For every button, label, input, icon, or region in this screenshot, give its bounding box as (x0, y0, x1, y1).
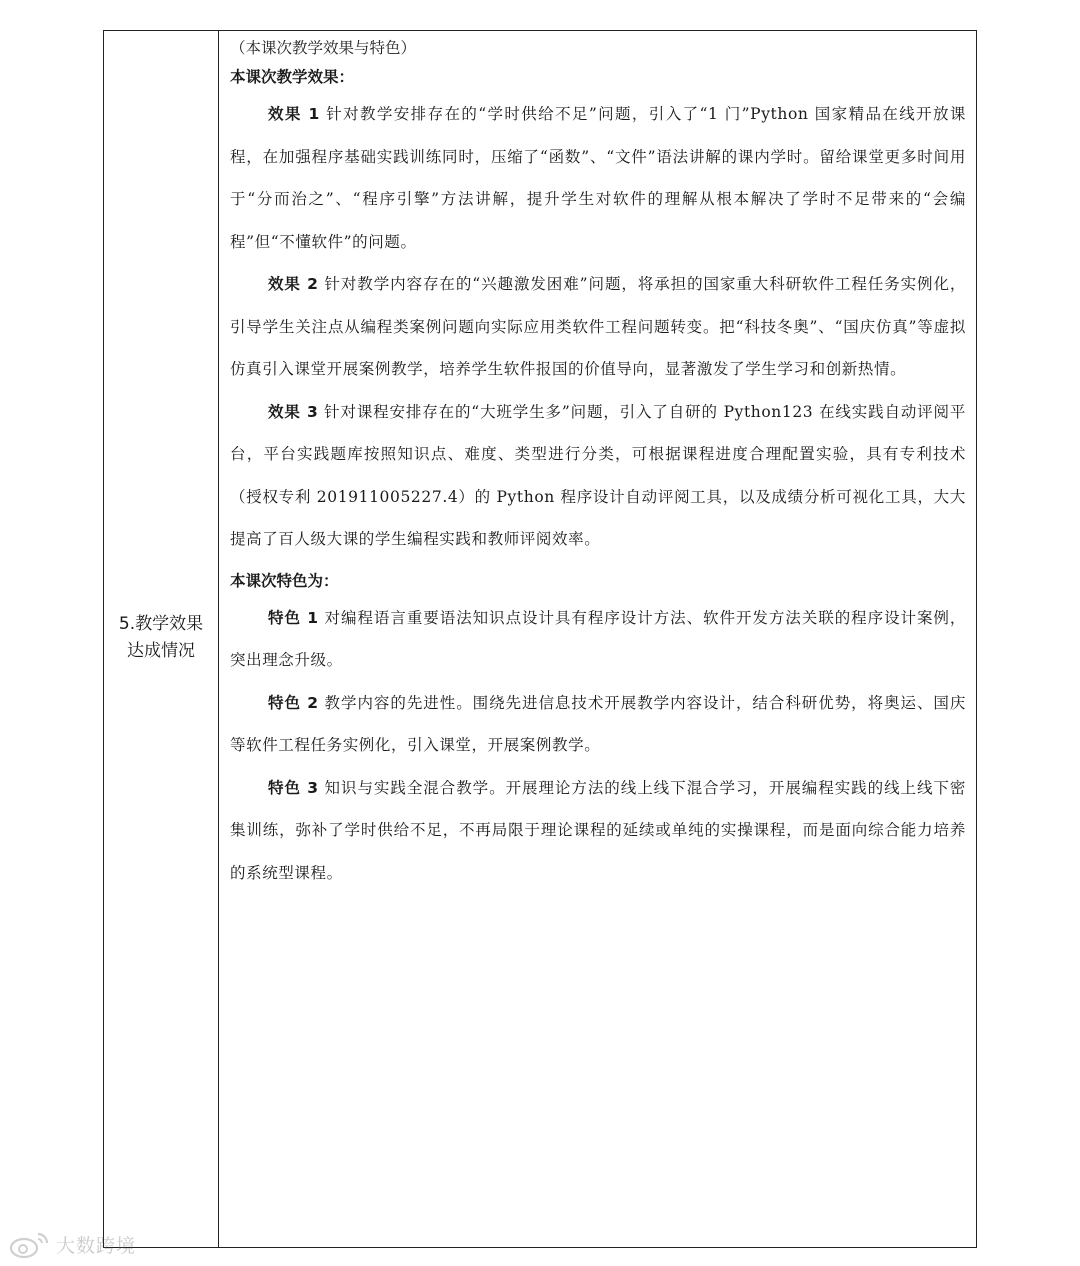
effect-text-2: 针对教学内容存在的“兴趣激发困难”问题，将承担的国家重大科研软件工程任务实例化，引导学生关注点从编程类案例问题向实际应用类软件工程问题转变。把“科技冬奥”、“国庆仿真”等虚拟仿真引入课堂开展案例教学，培养学生软件报国的价值导向，显著激发了学生学习和创新热情。 (230, 275, 966, 378)
effect-lead-3: 效果 3 (268, 402, 319, 421)
effect-paragraph-1 (230, 93, 966, 263)
weibo-logo-icon (8, 1228, 52, 1260)
feature-lead-1: 特色 1 (268, 608, 319, 627)
features-heading: 本课次特色为： (230, 571, 339, 590)
row-label (104, 611, 218, 665)
effect-text-3: 针对课程安排存在的“大班学生多”问题，引入了自研的 Python123 在线实践自动评阅平台，平台实践题库按照知识点、难度、类型进行分类，可根据课程进度合理配置实验，具有专利技术（授权专利 201911005227.4）的 Python 程序设计自动评阅工具，以及成绩分析可视化工具，大大提高了百人级大课的学生编程实践和教师评阅效率。 (230, 402, 966, 548)
section-note: （本课次教学效果与特色） (230, 39, 417, 57)
feature-text-3: 知识与实践全混合教学。开展理论方法的线上线下混合学习，开展编程实践的线上线下密集训练，弥补了学时供给不足，不再局限于理论课程的延续或单纯的实操课程，而是面向综合能力培养的系统型课程。 (230, 778, 966, 882)
row-label-line-1: 5.教学效果 (118, 614, 204, 634)
effect-lead-1: 效果 1 (268, 105, 320, 123)
effect-lead-2: 效果 2 (268, 275, 319, 293)
feature-lead-2: 特色 2 (268, 693, 319, 712)
column-divider (218, 31, 219, 1247)
feature-text-1: 对编程语言重要语法知识点设计具有程序设计方法、软件开发方法关联的程序设计案例，突出理念升级。 (230, 608, 966, 669)
watermark (8, 1228, 136, 1260)
effects-heading: 本课次教学效果： (230, 68, 355, 86)
feature-lead-3: 特色 3 (268, 778, 319, 797)
watermark-text: 大数跨境 (56, 1234, 137, 1257)
feature-text-2: 教学内容的先进性。围绕先进信息技术开展教学内容设计，结合科研优势，将奥运、国庆等软件工程任务实例化，引入课堂，开展案例教学。 (230, 693, 966, 754)
feature-paragraph-3 (230, 767, 966, 895)
evaluation-table (103, 30, 977, 1248)
content-cell (230, 31, 966, 894)
effect-text-1: 针对教学安排存在的“学时供给不足”问题，引入了“1 门”Python 国家精品在线开放课程，在加强程序基础实践训练同时，压缩了“函数”、“文件”语法讲解的课内学时。留给课堂更多时间用于“分而治之”、“程序引擎”方法讲解，提升学生对软件的理解从根本解决了学时不足带来的“会编程”但“不懂软件”的问题。 (230, 105, 966, 251)
feature-paragraph-2 (230, 682, 966, 767)
row-label-line-2: 达成情况 (127, 641, 195, 661)
feature-paragraph-1 (230, 597, 966, 682)
effect-paragraph-2 (230, 263, 966, 391)
effect-paragraph-3 (230, 391, 966, 561)
